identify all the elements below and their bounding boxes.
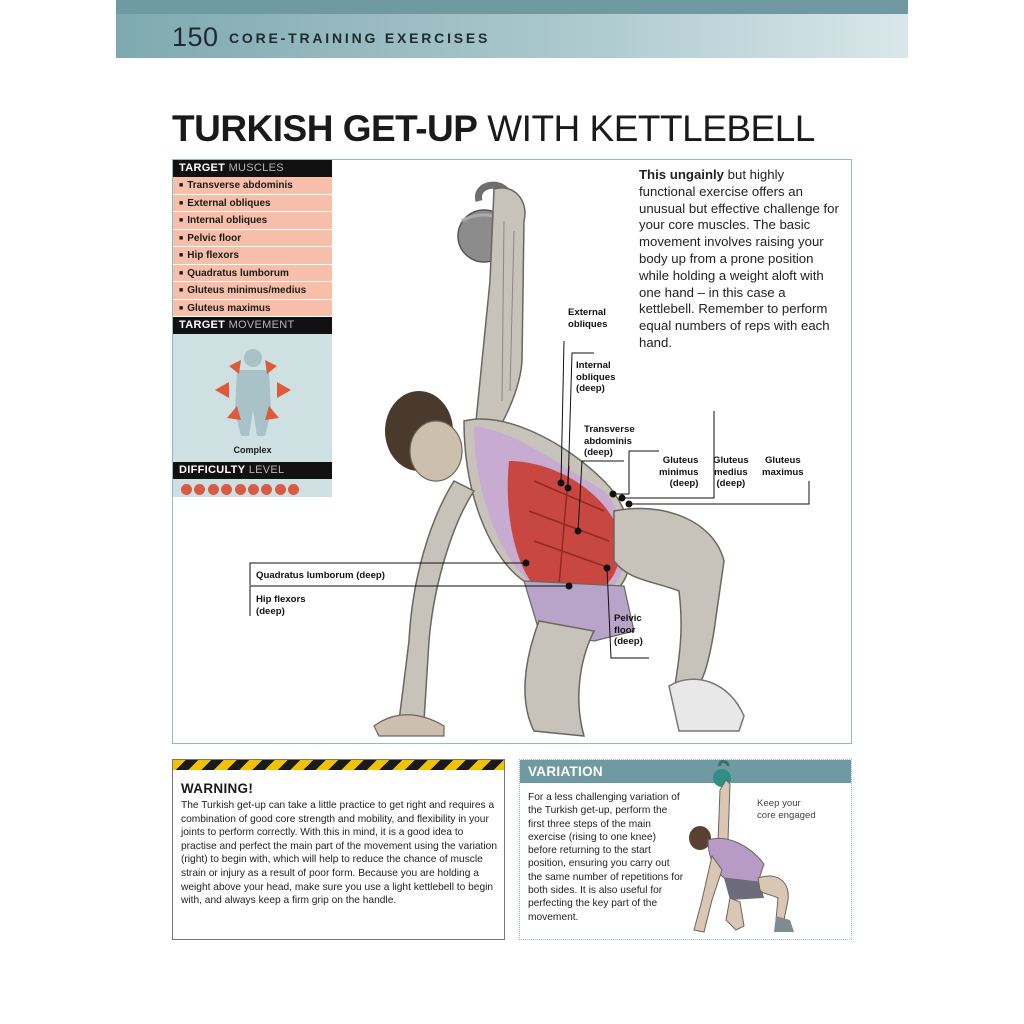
movement-diagram [173, 334, 332, 462]
difficulty-dot [235, 484, 246, 495]
label-hip-flexors [256, 594, 306, 617]
label-pelvic-floor [614, 613, 643, 648]
variation-figure [680, 760, 852, 938]
section-title: CORE-TRAINING EXERCISES [229, 30, 491, 46]
page-number: 150 [172, 22, 219, 52]
label-line: abdominis [584, 435, 632, 447]
label-external-obliques [568, 307, 607, 330]
label-line: (deep) [576, 383, 605, 394]
label-line: External [568, 307, 606, 318]
difficulty-dots [173, 479, 332, 497]
target-muscles-heading-bold: TARGET [179, 162, 226, 174]
label-line: (deep) [669, 478, 699, 489]
label-line: obliques [568, 318, 608, 330]
complex-movement-icon [211, 340, 295, 440]
variation-box [519, 759, 852, 940]
label-line: Pelvic [614, 613, 642, 624]
difficulty-heading-light: LEVEL [248, 464, 285, 476]
difficulty-dot [288, 484, 299, 495]
difficulty-dot [275, 484, 286, 495]
label-line: obliques [576, 371, 616, 383]
intro-text [639, 167, 839, 352]
variation-title: VARIATION [520, 760, 851, 783]
difficulty-dot [248, 484, 259, 495]
target-movement-heading-bold: TARGET [179, 319, 226, 331]
label-gluteus-maximus [762, 455, 804, 478]
label-line: medius [714, 466, 748, 478]
difficulty-heading-bold: DIFFICULTY [179, 464, 246, 476]
label-quadratus-lumborum [256, 570, 385, 582]
header-band [116, 0, 908, 58]
title-bold: TURKISH GET-UP [172, 108, 478, 149]
movement-label: Complex [233, 445, 272, 455]
label-line: Hip flexors [256, 594, 306, 605]
muscle-item: ■ Gluteus maximus [173, 300, 332, 318]
label-line: (deep) [716, 478, 746, 489]
title-light: WITH KETTLEBELL [487, 108, 815, 149]
label-line: Gluteus [662, 455, 699, 466]
warning-body: The Turkish get-up can take a little practice to get right and requires a combination of good core strength and mobility, and flexibility in your joints to perform correctly. With this in mind, it is a good idea to practise and perfect the main part of the movement using the variation (right) to begin with, which will help to reduce the chance of muscle strain or injury as a result of poor form. Because you are holding a weight above your head, make sure you use a light kettlebell to begin with, and always keep a firm grip on the handle. [181, 800, 497, 907]
label-line: maximus [762, 466, 804, 478]
intro-body: but highly functional exercise offers an unusual but effective challenge for your core muscles. The basic movement involves raising your body up from a prone position while holding a weight aloft with one hand – in this case a kettlebell. Remember to perform equal numbers of reps with each hand. [639, 167, 839, 350]
muscle-item: ■ Pelvic floor [173, 230, 332, 248]
difficulty-dot [181, 484, 192, 495]
label-gluteus-minimus [659, 455, 698, 490]
label-line: floor [614, 624, 636, 636]
label-line: Gluteus [713, 455, 749, 466]
label-gluteus-medius [713, 455, 749, 490]
warning-stripe [173, 760, 504, 770]
warning-box [172, 759, 505, 940]
label-transverse-abdominis [584, 424, 635, 459]
label-line: (deep) [256, 605, 285, 617]
target-movement-heading-light: MOVEMENT [228, 319, 295, 331]
label-line: Transverse [584, 424, 635, 435]
muscle-item: ■ External obliques [173, 195, 332, 213]
target-sidebar [173, 160, 332, 510]
header-top-stripe [116, 0, 908, 14]
variation-note-line: Keep your [757, 798, 801, 809]
difficulty-dot [208, 484, 219, 495]
warning-title: WARNING! [181, 781, 254, 796]
intro-lead: This ungainly [639, 167, 724, 182]
label-line: Gluteus [764, 455, 801, 466]
page-title [172, 108, 815, 150]
muscle-item: ■ Internal obliques [173, 212, 332, 230]
label-line: Internal [576, 360, 611, 371]
difficulty-heading [173, 462, 332, 479]
variation-note-line: core engaged [757, 810, 816, 821]
label-line: (deep) [614, 636, 643, 647]
difficulty-dot [261, 484, 272, 495]
variation-body: For a less challenging variation of the Turkish get-up, perform the first three steps of the main exercise (rising to one knee) before returning to the start position, ensuring you carry out the same number of repetitions for both sides. It is also useful for perfecting the key part of the movement. [528, 792, 684, 923]
label-line: (deep) [584, 447, 613, 458]
target-muscles-heading [173, 160, 332, 177]
target-muscles-heading-light: MUSCLES [228, 162, 284, 174]
muscle-item: ■ Transverse abdominis [173, 177, 332, 195]
muscle-item: ■ Gluteus minimus/medius [173, 282, 332, 300]
variation-note [757, 798, 816, 822]
muscle-item: ■ Quadratus lumborum [173, 265, 332, 283]
target-movement-heading [173, 317, 332, 334]
label-internal-obliques [576, 360, 615, 395]
difficulty-dot [221, 484, 232, 495]
muscle-item: ■ Hip flexors [173, 247, 332, 265]
label-line: minimus [659, 466, 699, 478]
label-line: Quadratus lumborum (deep) [256, 570, 385, 581]
difficulty-dot [194, 484, 205, 495]
